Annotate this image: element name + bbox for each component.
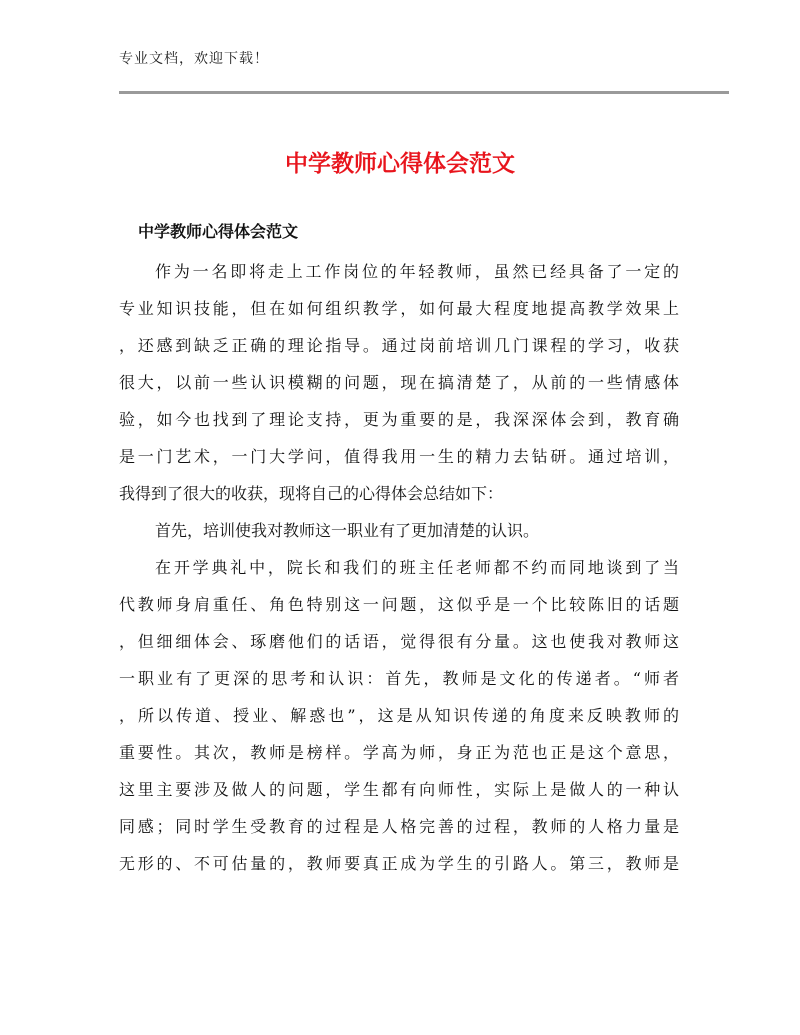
text-line: 专业知识技能，但在如何组织教学，如何最大程度地提高教学效果上 bbox=[119, 299, 679, 318]
text-line: 验，如今也找到了理论支持，更为重要的是，我深深体会到，教育确 bbox=[119, 410, 679, 429]
document-subtitle: 中学教师心得体会范文 bbox=[138, 222, 299, 241]
text-line: 作为一名即将走上工作岗位的年轻教师，虽然已经具备了一定的 bbox=[155, 262, 679, 281]
header-divider bbox=[119, 91, 729, 94]
document-title: 中学教师心得体会范文 bbox=[285, 151, 515, 177]
text-line: 同感；同时学生受教育的过程是人格完善的过程，教师的人格力量是 bbox=[119, 817, 679, 836]
text-line: ，所以传道、授业、解惑也”，这是从知识传递的角度来反映教师的 bbox=[119, 706, 679, 725]
text-line: 无形的、不可估量的，教师要真正成为学生的引路人。第三，教师是 bbox=[119, 854, 679, 873]
text-line: 我得到了很大的收获，现将自己的心得体会总结如下： bbox=[119, 484, 504, 503]
text-line: 很大，以前一些认识模糊的问题，现在搞清楚了，从前的一些情感体 bbox=[119, 373, 679, 392]
text-line: 这里主要涉及做人的问题，学生都有向师性，实际上是做人的一种认 bbox=[119, 780, 679, 799]
text-line: 首先，培训使我对教师这一职业有了更加清楚的认识。 bbox=[155, 521, 540, 540]
text-line: ，但细细体会、琢磨他们的话语，觉得很有分量。这也使我对教师这 bbox=[119, 632, 679, 651]
text-line: 代教师身肩重任、角色特别这一问题，这似乎是一个比较陈旧的话题 bbox=[119, 595, 679, 614]
text-line: ，还感到缺乏正确的理论指导。通过岗前培训几门课程的学习，收获 bbox=[119, 336, 679, 355]
text-line: 一职业有了更深的思考和认识：首先，教师是文化的传递者。“师者 bbox=[119, 669, 679, 688]
header-note: 专业文档，欢迎下载！ bbox=[119, 51, 269, 67]
text-line: 是一门艺术，一门大学问，值得我用一生的精力去钻研。通过培训， bbox=[119, 447, 679, 466]
text-line: 在开学典礼中，院长和我们的班主任老师都不约而同地谈到了当 bbox=[155, 558, 679, 577]
text-line: 重要性。其次，教师是榜样。学高为师，身正为范也正是这个意思， bbox=[119, 743, 679, 762]
